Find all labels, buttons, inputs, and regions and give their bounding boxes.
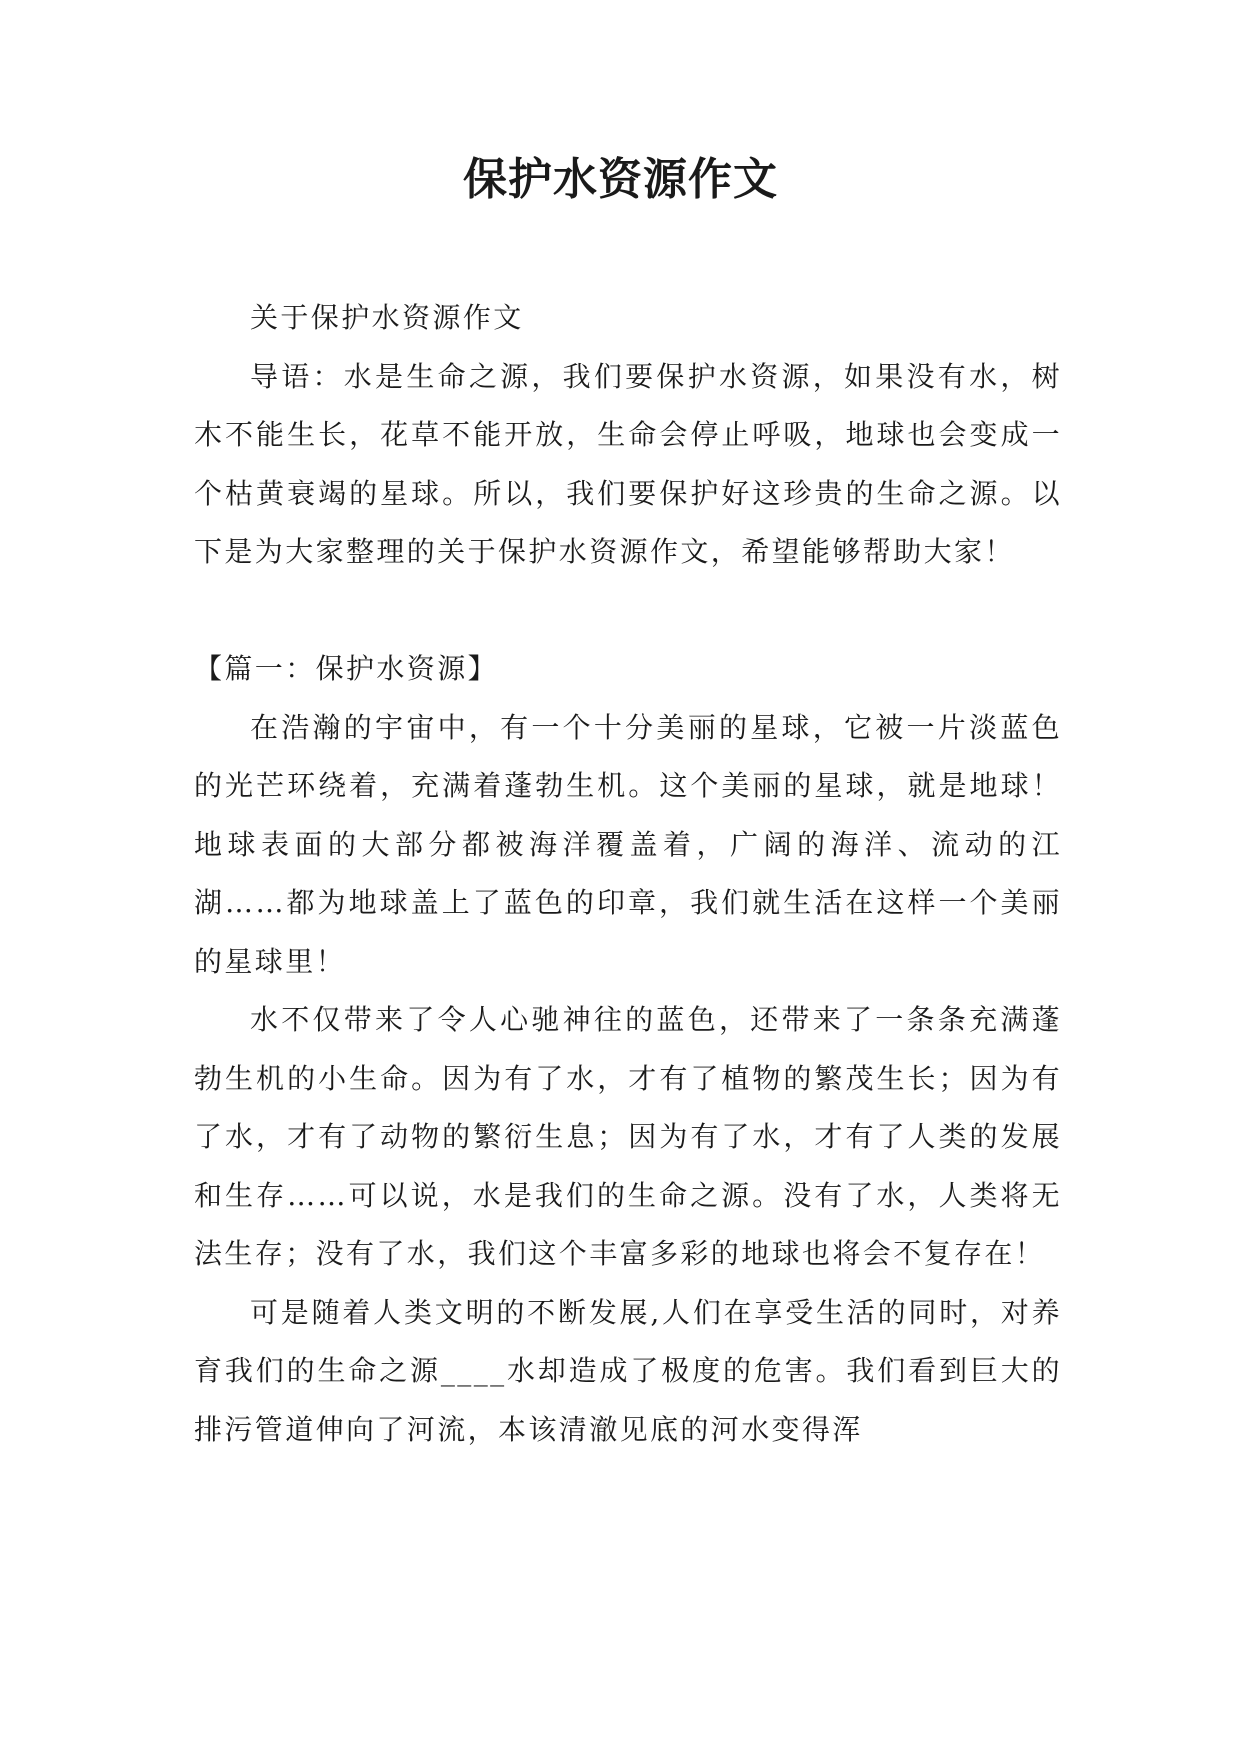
section-heading: 【篇一：保护水资源】 bbox=[194, 652, 499, 685]
intro-paragraph: 导语：水是生命之源，我们要保护水资源，如果没有水，树木不能生长，花草不能开放，生命会停止呼吸，地球也会变成一个枯黄衰竭的星球。所以，我们要保护好这珍贵的生命之源。以下是为大家整理的关于保护水资源作文，希望能够帮助大家！ bbox=[194, 359, 1062, 568]
body-paragraph: 可是随着人类文明的不断发展,人们在享受生活的同时，对养育我们的生命之源____水却造成了极度的危害。我们看到巨大的排污管道伸向了河流，本该清澈见底的河水变得浑 bbox=[194, 1295, 1062, 1446]
document-title: 保护水资源作文 bbox=[463, 154, 778, 205]
document-body bbox=[194, 289, 1062, 1459]
document-subtitle: 关于保护水资源作文 bbox=[250, 301, 524, 334]
body-paragraph: 水不仅带来了令人心驰神往的蓝色，还带来了一条条充满蓬勃生机的小生命。因为有了水，才有了植物的繁茂生长；因为有了水，才有了动物的繁衍生息；因为有了水，才有了人类的发展和生存……可以说，水是我们的生命之源。没有了水，人类将无法生存；没有了水，我们这个丰富多彩的地球也将会不复存在！ bbox=[194, 1003, 1062, 1270]
body-paragraph: 在浩瀚的宇宙中，有一个十分美丽的星球，它被一片淡蓝色的光芒环绕着，充满着蓬勃生机。这个美丽的星球，就是地球！地球表面的大部分都被海洋覆盖着，广阔的海洋、流动的江湖……都为地球盖上了蓝色的印章，我们就生活在这样一个美丽的星球里！ bbox=[194, 710, 1062, 978]
